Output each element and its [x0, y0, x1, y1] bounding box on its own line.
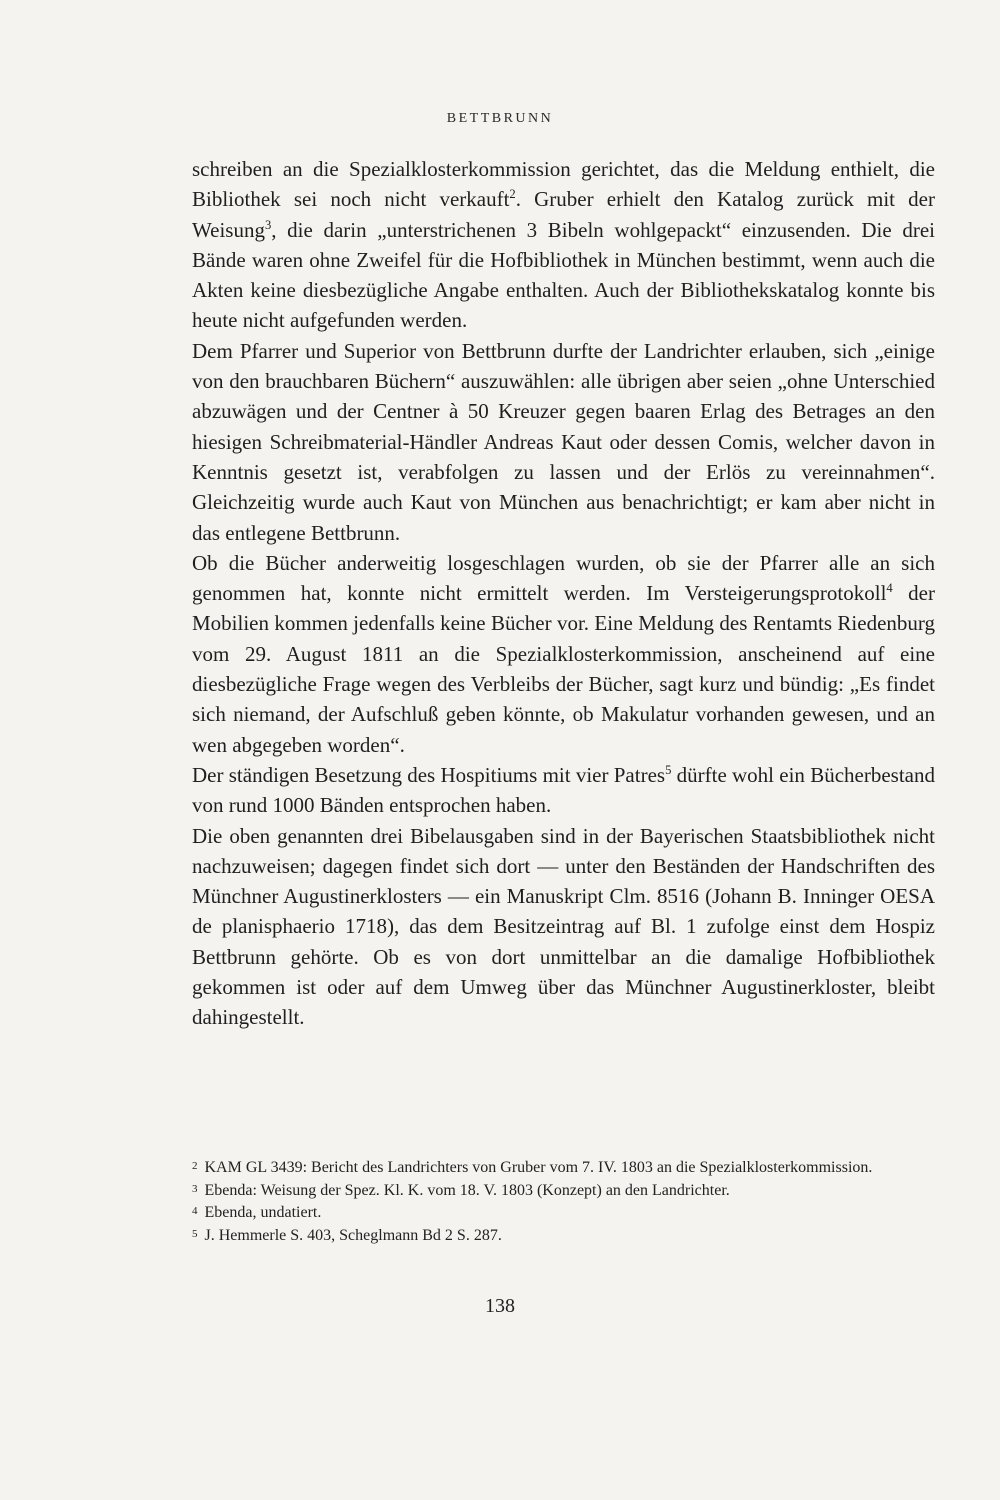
paragraph: [192, 548, 935, 760]
footnote-number: 4: [192, 1205, 198, 1217]
paragraph-text: . Gruber erhielt den Katalog zurück mit der Weisung: [192, 187, 935, 242]
paragraph-text: Der ständigen Besetzung des Hospitiums mit vier Patres: [192, 762, 666, 787]
footnote-number: 3: [192, 1182, 198, 1195]
running-head: BETTBRUNN: [446, 111, 554, 126]
footnote-number: 5: [192, 1227, 198, 1240]
footnote-ref[interactable]: 5: [665, 762, 672, 777]
footnote-ref[interactable]: 4: [886, 581, 893, 596]
page-number: 138: [485, 1295, 515, 1317]
paragraph: [192, 154, 935, 336]
footnote-number: 2: [192, 1160, 198, 1172]
paragraph-text: , die darin „unterstrichenen 3 Bibeln wohlgepackt“ einzusenden. Die drei Bände waren ohne Zweifel für die Hofbibliothek in München bestimmt, wenn auch die Akten keine diesbezügliche Angabe enthalten. Auch der Bibliothekskatalog konnte bis heute nicht aufgefunden werden.: [192, 217, 935, 333]
paragraph-text: dürfte wohl ein Bücherbestand von rund 1000 Bänden entsprochen haben.: [192, 762, 935, 818]
footnotes: [192, 1156, 935, 1246]
footnote-text: KAM GL 3439: Bericht des Landrichters von Gruber vom 7. IV. 1803 an die Spezialklosterkommission.: [204, 1159, 873, 1176]
paragraph: [192, 760, 935, 821]
paragraph: [192, 336, 935, 548]
footnote: [192, 1156, 935, 1179]
body-text: [192, 154, 935, 1033]
footnote: [192, 1179, 935, 1202]
footnote-text: Ebenda, undatiert.: [204, 1204, 322, 1221]
paragraph-text: Dem Pfarrer und Superior von Bettbrunn durfte der Landrichter erlauben, sich „einige von den brauchbaren Büchern“ auszuwählen: alle übrigen aber seien „ohne Unterschied abzuwägen und der Centner à 50 Kreuzer gegen baaren Erlag des Betrages an den hiesigen Schreibmaterial-Händler Andreas Kaut oder dessen Comis, welcher davon in Kenntnis gesetzt ist, verabfolgen zu lassen und der Erlös zu vereinnahmen“. Gleichzeitig wurde auch Kaut von München aus benachrichtigt; er kam aber nicht in das entlegene Bettbrunn.: [192, 338, 935, 545]
footnote-text: Ebenda: Weisung der Spez. Kl. K. vom 18. V. 1803 (Konzept) an den Landrichter.: [204, 1181, 730, 1199]
paragraph-text: der Mobilien kommen jedenfalls keine Bücher vor. Eine Meldung des Rentamts Riedenburg vom 29. August 1811 an die Spezialklosterkommission, anscheinend auf eine diesbezügliche Frage wegen des Verbleibs der Bücher, sagt kurz und bündig: „Es findet sich niemand, der Aufschluß geben könnte, ob Makulatur vorhanden gewesen, und an wen abgegeben worden“.: [192, 581, 935, 757]
paragraph: [192, 821, 935, 1033]
paragraph-text: Die oben genannten drei Bibelausgaben sind in der Bayerischen Staatsbibliothek nicht nachzuweisen; dagegen findet sich dort — unter den Beständen der Handschriften des Münchner Augustinerklosters — ein Manuskript Clm. 8516 (Johann B. Inninger OESA de planisphaerio 1718), das dem Besitzeintrag auf Bl. 1 zufolge einst dem Hospiz Bettbrunn gehörte. Ob es von dort unmittelbar an die damalige Hofbibliothek gekommen ist oder auf dem Umweg über das Münchner Augustinerkloster, bleibt dahingestellt.: [192, 823, 935, 1030]
footnote-ref[interactable]: 3: [264, 217, 272, 232]
footnote: [192, 1201, 935, 1224]
footnote-text: J. Hemmerle S. 403, Scheglmann Bd 2 S. 287.: [204, 1226, 502, 1244]
paragraph-text: Ob die Bücher anderweitig losgeschlagen wurden, ob sie der Pfarrer alle an sich genommen hat, konnte nicht ermittelt werden. Im Versteigerungsprotokoll: [192, 550, 935, 606]
footnote-ref[interactable]: 2: [509, 187, 516, 202]
paragraph-text: schreiben an die Spezialklosterkommission gerichtet, das die Meldung enthielt, die Bibliothek sei noch nicht verkauft: [192, 157, 935, 212]
footnote: [192, 1224, 935, 1247]
